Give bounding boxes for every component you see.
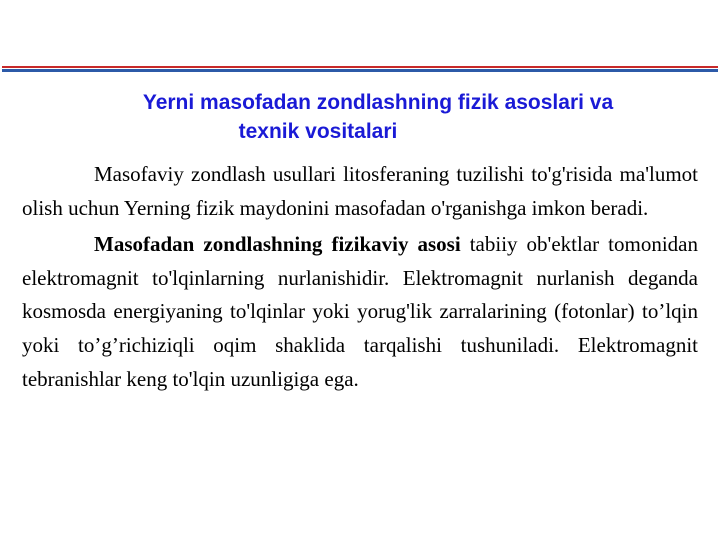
header-divider-red-line [2, 66, 718, 68]
paragraph-2-bold-phrase: Masofadan zondlashning fizikaviy asosi [94, 232, 461, 257]
slide-title-line-1: Yerni masofadan zondlashning fizik asoslari va [142, 91, 614, 114]
slide-body [22, 158, 698, 396]
header-divider-blue-line [2, 69, 718, 72]
paragraph-1: Masofaviy zondlash usullari litosferaning tuzilishi to'g'risida ma'lumot olish uchun Yerning fizik maydonini masofadan o'rganishga imkon beradi. [22, 162, 698, 220]
slide-title-line-2: texnik vositalari [238, 120, 398, 143]
slide-title [40, 88, 716, 146]
paragraph-2-text: tabiiy ob'ektlar tomonidan elektromagnit to'lqinlarning nurlanishidir. Elektromagnit nurlanish deganda kosmosda energiyaning to'lqinlar yoki yorug'lik zarralarining (fotonlar) to’lqin yoki to’g’richiziqli oqim shaklida tarqalishi tushuniladi. Elektromagnit tebranishlar keng to'lqin uzunligiga ega. [22, 232, 698, 391]
paragraph-2 [22, 228, 698, 396]
header-divider [0, 66, 720, 73]
